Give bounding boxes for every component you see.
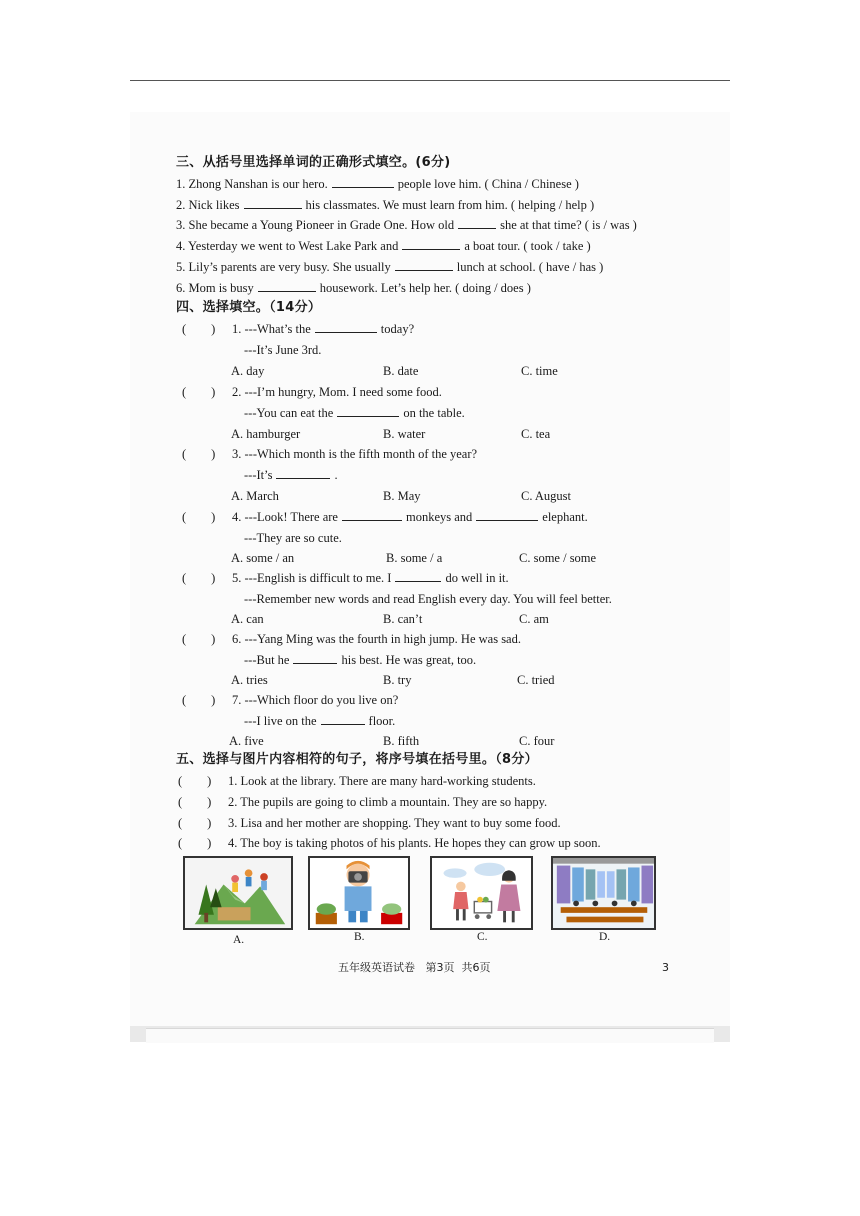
- s3-item-3-blank[interactable]: [458, 217, 496, 229]
- s5-item-2: 2. The pupils are going to climb a mountain. They are so happy.: [228, 795, 548, 809]
- s3-item-2-pre: 2. Nick likes: [176, 198, 240, 212]
- s3-item-2-blank[interactable]: [244, 197, 302, 209]
- s4-q5-question: [232, 570, 509, 586]
- s3-item-6-post: housework. Let’s help her. ( doing / does ): [319, 281, 531, 295]
- s4-q6-option-c[interactable]: C. tried: [517, 673, 555, 687]
- s3-item-3-pre: 3. She became a Young Pioneer in Grade One. How old: [176, 218, 455, 232]
- s4-q3-a-post: .: [334, 468, 338, 482]
- s4-q6-blank: [293, 652, 337, 664]
- s4-q2-option-a[interactable]: A. hamburger: [231, 427, 301, 441]
- s4-q6-response: [244, 652, 476, 668]
- s4-q7-answer-box[interactable]: ( ): [182, 693, 216, 707]
- s4-q1-option-c[interactable]: C. time: [521, 364, 558, 378]
- footer-total: 共6页: [461, 961, 491, 974]
- s3-item-5-blank[interactable]: [395, 259, 453, 271]
- s4-q5-post: do well in it.: [445, 571, 509, 585]
- picture-d-library: [551, 856, 656, 930]
- s4-q4-response: ---They are so cute.: [244, 531, 342, 545]
- top-rule: [130, 80, 730, 81]
- s4-q2-response: [244, 405, 465, 421]
- next-sheet-inner: [146, 1028, 714, 1043]
- s3-item-6-pre: 6. Mom is busy: [176, 281, 254, 295]
- s5-item-4: 4. The boy is taking photos of his plants. He hopes they can grow up soon.: [228, 836, 601, 850]
- footer-info: [338, 961, 491, 975]
- s4-q4-answer-box[interactable]: ( ): [182, 510, 216, 524]
- s3-item-4-blank[interactable]: [402, 238, 460, 250]
- s4-q1-post: today?: [380, 322, 415, 336]
- s4-q7-a-pre: ---I live on the: [244, 714, 317, 728]
- s3-item-6-blank[interactable]: [258, 280, 316, 292]
- s4-q7-response: [244, 713, 395, 729]
- s4-q6-question: 6. ---Yang Ming was the fourth in high jump. He was sad.: [232, 632, 521, 646]
- picture-b-label: B.: [354, 931, 365, 943]
- s4-q4-blank-1: [342, 509, 402, 521]
- s4-q3-option-a[interactable]: A. March: [231, 489, 279, 503]
- s4-q4-option-b[interactable]: B. some / a: [386, 551, 443, 565]
- s4-q3-option-c[interactable]: C. August: [521, 489, 572, 503]
- s4-q5-response: ---Remember new words and read English every day. You will feel better.: [244, 592, 612, 606]
- s4-q1-option-a[interactable]: A. day: [231, 364, 265, 378]
- footer-title: 五年级英语试卷: [338, 961, 415, 974]
- s3-item-1-blank[interactable]: [332, 176, 394, 188]
- s4-q4-mid: monkeys and: [405, 510, 473, 524]
- s4-q5-option-a[interactable]: A. can: [231, 612, 264, 626]
- s4-q3-response: [244, 467, 338, 483]
- s3-item-1-post: people love him. ( China / Chinese ): [397, 177, 579, 191]
- s5-item-3-answer-box[interactable]: ( ): [178, 816, 212, 830]
- section5-heading: 五、选择与图片内容相符的句子，将序号填在括号里。（8分）: [176, 752, 538, 767]
- picture-a-label: A.: [233, 934, 245, 946]
- s4-q1-blank: [315, 321, 377, 333]
- s4-q2-answer-box[interactable]: ( ): [182, 385, 216, 399]
- s4-q2-a-post: on the table.: [403, 406, 465, 420]
- s4-q6-a-post: his best. He was great, too.: [341, 653, 477, 667]
- s4-q6-option-a[interactable]: A. tries: [231, 673, 268, 687]
- s5-item-4-answer-box[interactable]: ( ): [178, 836, 212, 850]
- s3-item-1-pre: 1. Zhong Nanshan is our hero.: [176, 177, 328, 191]
- s4-q5-pre: 5. ---English is difficult to me. I: [232, 571, 392, 585]
- s4-q1-response: ---It’s June 3rd.: [244, 343, 322, 357]
- s4-q4-question: [232, 509, 588, 525]
- s4-q5-option-b[interactable]: B. can’t: [383, 612, 423, 626]
- s4-q2-option-c[interactable]: C. tea: [521, 427, 551, 441]
- picture-c-shopping: [430, 856, 533, 930]
- s4-q7-option-c[interactable]: C. four: [519, 734, 555, 748]
- s3-item-5: [176, 259, 603, 275]
- s4-q7-option-b[interactable]: B. fifth: [383, 734, 420, 748]
- s4-q3-a-pre: ---It’s: [244, 468, 273, 482]
- section3-heading: 三、从括号里选择单词的正确形式填空。(6分): [176, 155, 451, 170]
- s4-q4-blank-2: [476, 509, 538, 521]
- s4-q6-answer-box[interactable]: ( ): [182, 632, 216, 646]
- picture-c-label: C.: [477, 931, 488, 943]
- s4-q1-option-b[interactable]: B. date: [383, 364, 419, 378]
- s3-item-1: [176, 176, 579, 192]
- s4-q6-option-b[interactable]: B. try: [383, 673, 412, 687]
- s4-q7-question: 7. ---Which floor do you live on?: [232, 693, 399, 707]
- s3-item-6: [176, 280, 531, 296]
- s4-q6-a-pre: ---But he: [244, 653, 290, 667]
- s3-item-3-post: she at that time? ( is / was ): [500, 218, 637, 232]
- s4-q5-blank: [395, 570, 441, 582]
- s3-item-2-post: his classmates. We must learn from him. ( helping / help ): [305, 198, 595, 212]
- picture-a-mountain-climb: [183, 856, 293, 930]
- s4-q4-pre: 4. ---Look! There are: [232, 510, 338, 524]
- footer-page: 第3页: [425, 961, 455, 974]
- s3-item-5-post: lunch at school. ( have / has ): [456, 260, 604, 274]
- s4-q5-answer-box[interactable]: ( ): [182, 571, 216, 585]
- s3-item-4-post: a boat tour. ( took / take ): [464, 239, 591, 253]
- s3-item-2: [176, 197, 594, 213]
- s4-q1-question: [232, 321, 414, 337]
- s4-q5-option-c[interactable]: C. am: [519, 612, 549, 626]
- s4-q3-answer-box[interactable]: ( ): [182, 447, 216, 461]
- picture-d-label: D.: [599, 931, 611, 943]
- s5-item-1: 1. Look at the library. There are many hard-working students.: [228, 774, 536, 788]
- s4-q1-answer-box[interactable]: ( ): [182, 322, 216, 336]
- s3-item-5-pre: 5. Lily’s parents are very busy. She usually: [176, 260, 391, 274]
- s5-item-1-answer-box[interactable]: ( ): [178, 774, 212, 788]
- picture-b-boy-camera: [308, 856, 410, 930]
- s4-q4-option-a[interactable]: A. some / an: [231, 551, 295, 565]
- page-number: 3: [662, 961, 669, 974]
- s3-item-4-pre: 4. Yesterday we went to West Lake Park and: [176, 239, 399, 253]
- section4-heading: 四、选择填空。（14分）: [176, 300, 322, 315]
- s5-item-3: 3. Lisa and her mother are shopping. They want to buy some food.: [228, 816, 561, 830]
- s4-q2-question: 2. ---I’m hungry, Mom. I need some food.: [232, 385, 442, 399]
- s4-q4-post: elephant.: [542, 510, 588, 524]
- s4-q3-option-b[interactable]: B. May: [383, 489, 421, 503]
- s4-q7-a-post: floor.: [368, 714, 396, 728]
- s4-q3-blank: [276, 467, 330, 479]
- s4-q7-option-a[interactable]: A. five: [229, 734, 264, 748]
- s4-q2-option-b[interactable]: B. water: [383, 427, 426, 441]
- s4-q4-option-c[interactable]: C. some / some: [519, 551, 597, 565]
- s4-q7-blank: [321, 713, 365, 725]
- s4-q2-a-pre: ---You can eat the: [244, 406, 334, 420]
- s3-item-4: [176, 238, 591, 254]
- s4-q1-pre: 1. ---What’s the: [232, 322, 311, 336]
- s4-q3-question: 3. ---Which month is the fifth month of the year?: [232, 447, 478, 461]
- s3-item-3: [176, 217, 637, 233]
- s4-q2-blank: [337, 405, 399, 417]
- s5-item-2-answer-box[interactable]: ( ): [178, 795, 212, 809]
